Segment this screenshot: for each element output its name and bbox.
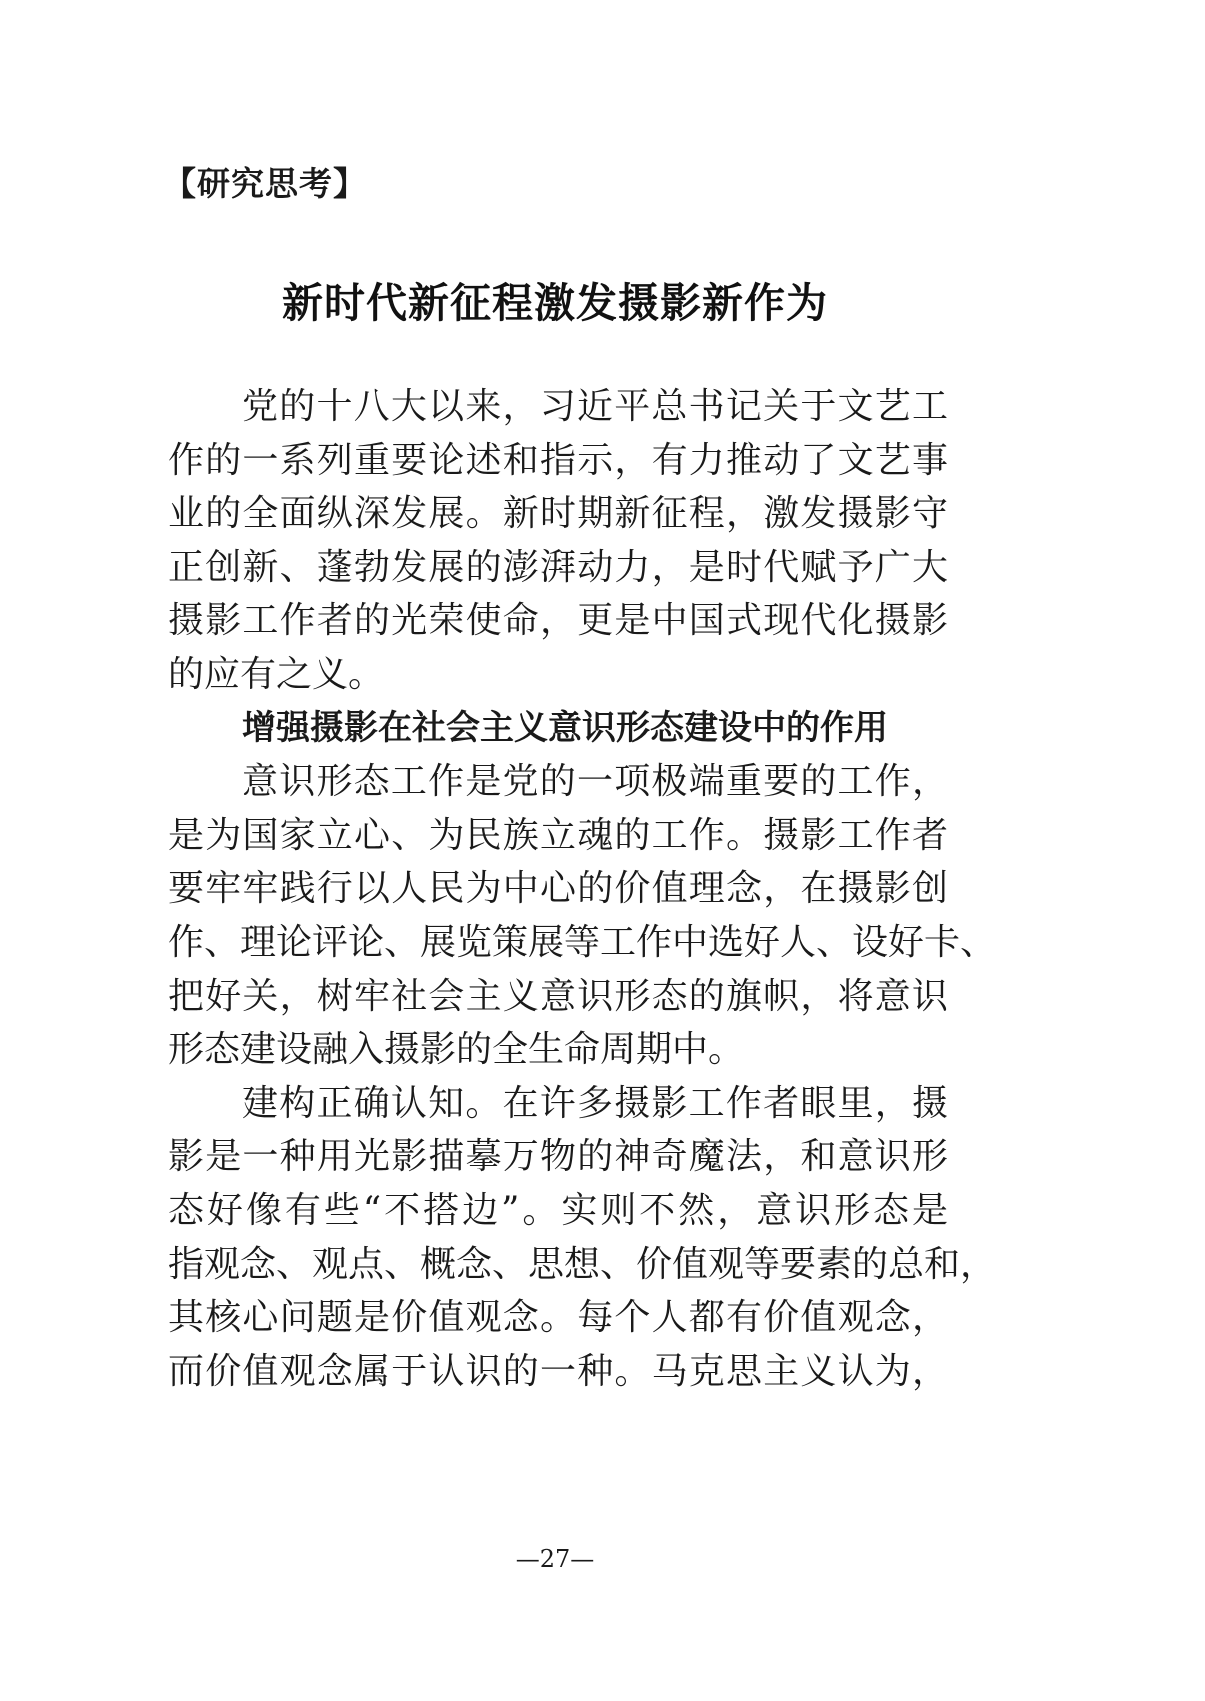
paragraph-3-line: 而价值观念属于认识的一种。马克思主义认为，	[168, 1350, 948, 1392]
section-tag: 【研究思考】	[163, 164, 367, 203]
paragraph-2-line: 是为国家立心、为民族立魂的工作。摄影工作者	[168, 814, 948, 856]
paragraph-1-line: 作的一系列重要论述和指示，有力推动了文艺事	[168, 439, 948, 481]
section-subheading: 增强摄影在社会主义意识形态建设中的作用	[242, 707, 888, 748]
page-number: —27—	[515, 1545, 595, 1573]
paragraph-1-line: 的应有之义。	[168, 653, 385, 695]
paragraph-2-line: 把好关，树牢社会主义意识形态的旗帜，将意识	[168, 975, 948, 1017]
paragraph-2-line: 要牢牢践行以人民为中心的价值理念，在摄影创	[168, 868, 948, 910]
paragraph-3-line: 指观念、观点、概念、思想、价值观等要素的总和，	[168, 1243, 997, 1285]
paragraph-1-line: 党的十八大以来，习近平总书记关于文艺工	[242, 386, 948, 427]
paragraph-2-line: 作、理论评论、展览策展等工作中选好人、设好卡、	[168, 921, 997, 963]
paragraph-2-line: 形态建设融入摄影的全生命周期中。	[168, 1029, 745, 1071]
paragraph-1-line: 摄影工作者的光荣使命，更是中国式现代化摄影	[168, 600, 948, 642]
paragraph-1-line: 业的全面纵深发展。新时期新征程，激发摄影守	[168, 493, 948, 535]
paragraph-3-line: 影是一种用光影描摹万物的神奇魔法，和意识形	[168, 1136, 948, 1178]
paragraph-3-line: 建构正确认知。在许多摄影工作者眼里，摄	[242, 1082, 948, 1124]
paragraph-3-line: 态好像有些“不搭边”。实则不然，意识形态是	[168, 1189, 948, 1231]
paragraph-1-line: 正创新、蓬勃发展的澎湃动力，是时代赋予广大	[168, 546, 948, 588]
article-body	[168, 380, 997, 1398]
paragraph-2-line: 意识形态工作是党的一项极端重要的工作，	[242, 761, 948, 803]
paragraph-3-line: 其核心问题是价值观念。每个人都有价值观念，	[168, 1297, 948, 1339]
article-title: 新时代新征程激发摄影新作为	[282, 279, 828, 327]
